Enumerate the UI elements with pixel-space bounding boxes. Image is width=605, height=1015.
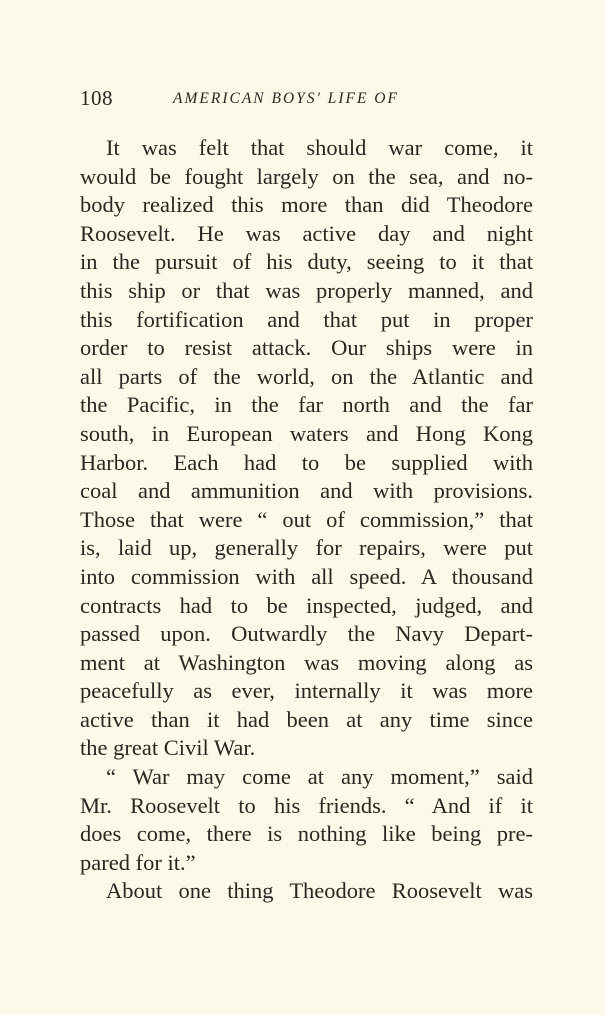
- text-line: Roosevelt. He was active day and night: [80, 220, 533, 246]
- text-line: passed upon. Outwardly the Navy Depart-: [80, 621, 533, 647]
- text-line: peacefully as ever, internally it was more: [80, 678, 533, 704]
- page-header: [80, 86, 540, 116]
- body-text: [80, 134, 533, 906]
- text-line: south, in European waters and Hong Kong: [80, 420, 533, 446]
- text-line: Mr. Roosevelt to his friends. “ And if it: [80, 792, 533, 818]
- text-line: Those that were “ out of commission,” that: [80, 506, 533, 532]
- text-line: Harbor. Each had to be supplied with: [80, 449, 533, 475]
- running-title: AMERICAN BOYS' LIFE OF: [173, 90, 399, 107]
- text-line: coal and ammunition and with provisions.: [80, 478, 533, 504]
- text-line: the Pacific, in the far north and the far: [80, 392, 533, 418]
- text-line: all parts of the world, on the Atlantic and: [80, 363, 533, 389]
- text-line: this fortification and that put in proper: [80, 306, 533, 332]
- text-line: “ War may come at any moment,” said: [106, 764, 533, 790]
- text-line: pared for it.”: [80, 849, 196, 875]
- text-line: order to resist attack. Our ships were in: [80, 335, 533, 361]
- text-line: active than it had been at any time since: [80, 706, 533, 732]
- text-line: body realized this more than did Theodore: [80, 192, 533, 218]
- text-line: into commission with all speed. A thousand: [80, 563, 533, 589]
- text-line: About one thing Theodore Roosevelt was: [106, 878, 533, 904]
- text-line: the great Civil War.: [80, 735, 256, 761]
- text-line: ment at Washington was moving along as: [80, 649, 533, 675]
- text-line: in the pursuit of his duty, seeing to it that: [80, 249, 533, 275]
- text-line: is, laid up, generally for repairs, were put: [80, 535, 533, 561]
- page-number: 108: [80, 86, 113, 110]
- text-line: It was felt that should war come, it: [106, 135, 533, 160]
- text-line: contracts had to be inspected, judged, and: [80, 592, 533, 618]
- text-line: does come, there is nothing like being pre-: [80, 821, 533, 847]
- text-line: would be fought largely on the sea, and no-: [80, 163, 533, 189]
- text-line: this ship or that was properly manned, and: [80, 277, 533, 303]
